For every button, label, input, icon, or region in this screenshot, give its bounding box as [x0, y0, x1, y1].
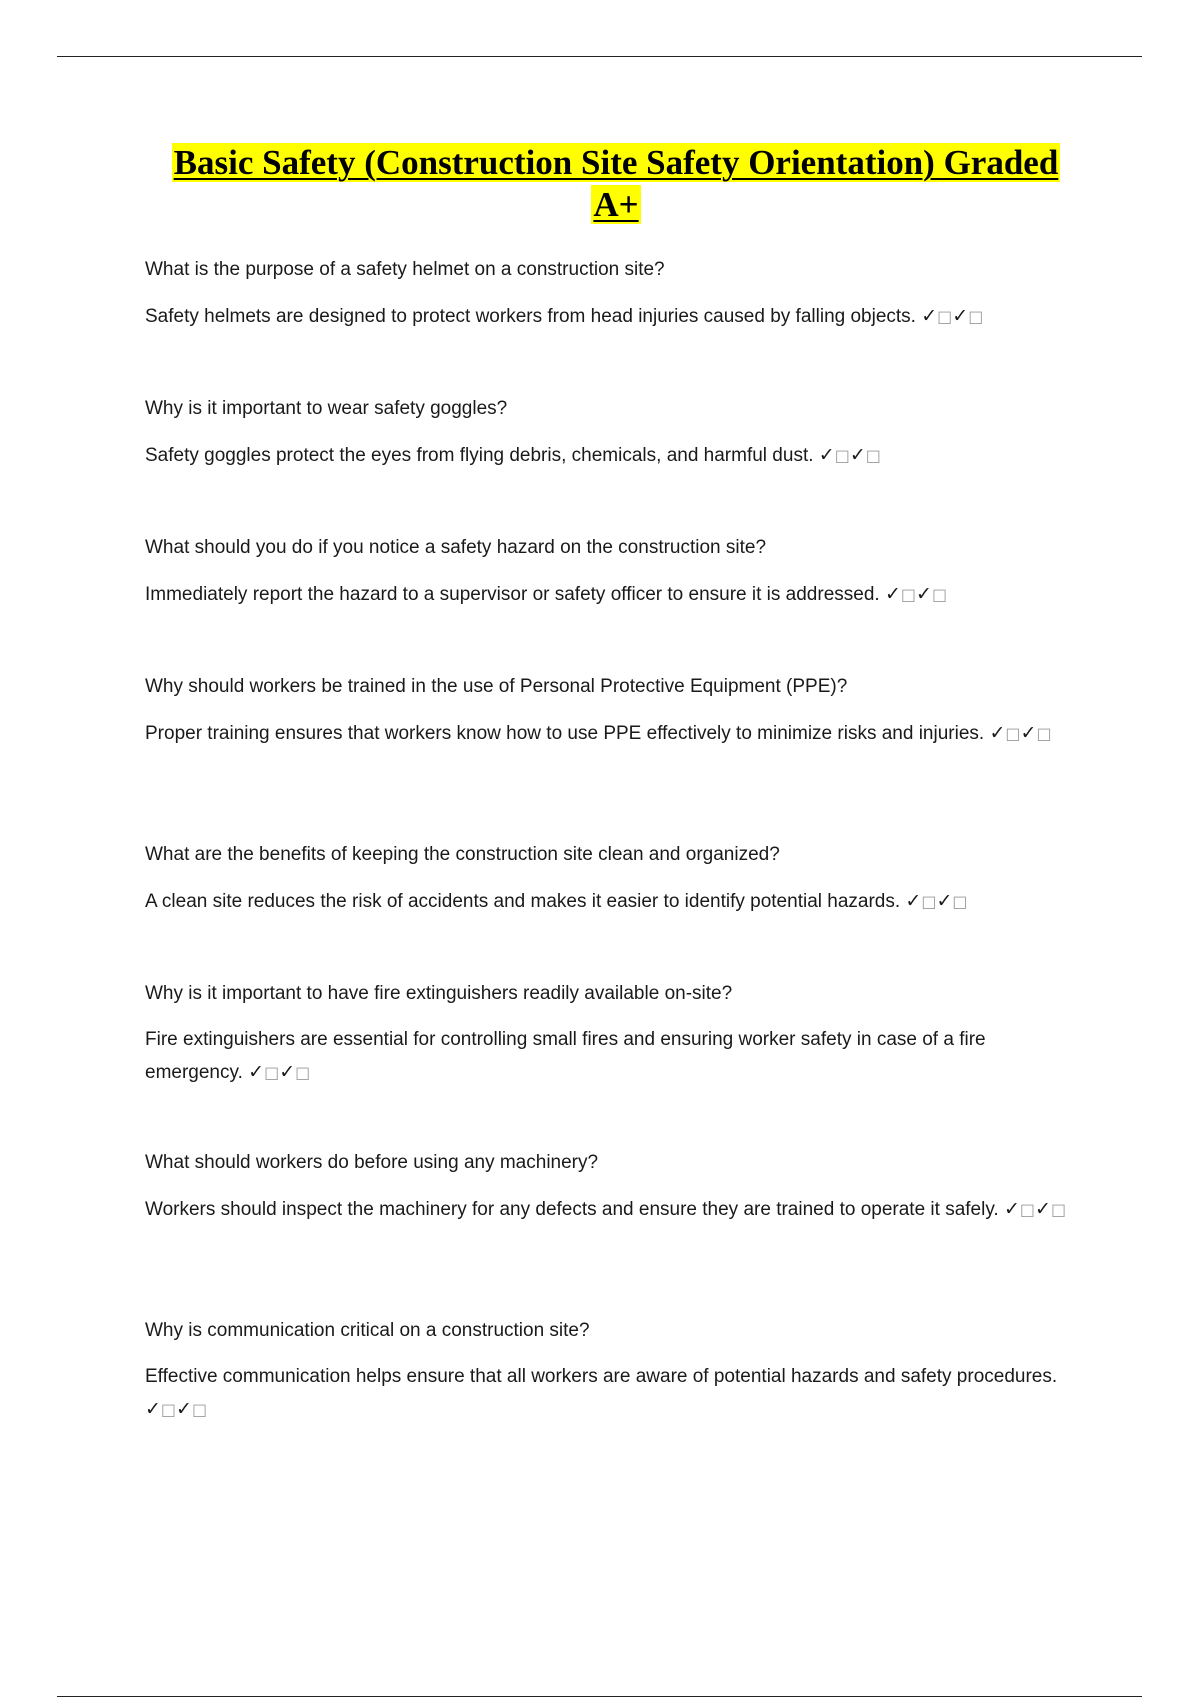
box-icon: □ — [968, 307, 984, 326]
question-text: Why is it important to wear safety goggles? — [145, 398, 508, 419]
check-marks — [989, 723, 1051, 744]
answer-text: A clean site reduces the risk of accidents and makes it easier to identify potential hazards. — [145, 891, 901, 912]
answer-text: Fire extinguishers are essential for controlling small fires and ensuring worker safety in case of a fire emergency. — [145, 1029, 986, 1083]
box-icon: □ — [1019, 1200, 1036, 1219]
answer-text: Safety goggles protect the eyes from flying debris, chemicals, and harmful dust. — [145, 445, 814, 466]
answer-paragraph — [145, 1024, 1080, 1089]
check-icon: ✓ — [936, 890, 953, 912]
answer-text: Effective communication helps ensure that all workers are aware of potential hazards and safety procedures. — [145, 1366, 1058, 1387]
qa-item-7 — [145, 1147, 1080, 1226]
check-icon: ✓ — [884, 583, 901, 605]
box-icon: □ — [900, 585, 917, 604]
check-icon: ✓ — [248, 1061, 265, 1083]
question-text: Why is communication critical on a construction site? — [145, 1320, 590, 1341]
box-icon: □ — [1036, 724, 1052, 743]
qa-item-1 — [145, 254, 1080, 333]
box-icon: □ — [1050, 1200, 1067, 1219]
check-marks — [885, 584, 947, 605]
qa-item-6 — [145, 978, 1080, 1089]
answer-paragraph — [145, 300, 1080, 333]
check-icon: ✓ — [849, 444, 866, 466]
answer-paragraph — [145, 1361, 1080, 1426]
question-text: Why is it important to have fire extinguishers readily available on-site? — [145, 983, 733, 1004]
check-marks — [248, 1062, 310, 1083]
qa-item-5 — [145, 839, 1080, 918]
box-icon: □ — [865, 446, 881, 465]
box-icon: □ — [931, 585, 948, 604]
box-icon: □ — [1005, 724, 1021, 743]
answer-text: Safety helmets are designed to protect workers from head injuries caused by falling objects. — [145, 306, 916, 327]
check-icon: ✓ — [279, 1061, 296, 1083]
title-line-2: A+ — [593, 185, 639, 224]
qa-item-8 — [145, 1315, 1080, 1426]
check-icon: ✓ — [1020, 722, 1037, 744]
box-icon: □ — [264, 1063, 280, 1082]
question-text: What should workers do before using any machinery? — [145, 1152, 599, 1173]
box-icon: □ — [295, 1063, 311, 1082]
box-icon: □ — [834, 446, 850, 465]
check-marks — [819, 445, 881, 466]
answer-paragraph — [145, 717, 1080, 750]
check-icon: ✓ — [921, 305, 938, 327]
check-icon: ✓ — [176, 1398, 192, 1420]
question-text: What should you do if you notice a safety hazard on the construction site? — [145, 537, 767, 558]
box-icon: □ — [191, 1400, 208, 1419]
question-text: What is the purpose of a safety helmet on a construction site? — [145, 259, 665, 280]
check-marks — [905, 891, 967, 912]
box-icon: □ — [952, 892, 968, 911]
check-icon: ✓ — [145, 1398, 161, 1420]
check-icon: ✓ — [916, 583, 932, 605]
check-marks — [1004, 1199, 1066, 1220]
answer-paragraph — [145, 1193, 1080, 1226]
box-icon: □ — [921, 892, 937, 911]
qa-item-2 — [145, 393, 1080, 472]
question-text: What are the benefits of keeping the construction site clean and organized? — [145, 844, 780, 865]
answer-paragraph — [145, 578, 1080, 611]
document-title — [120, 142, 1112, 226]
box-icon: □ — [937, 307, 953, 326]
bottom-rule — [57, 1696, 1142, 1697]
answer-paragraph — [145, 885, 1080, 918]
question-text: Why should workers be trained in the use of Personal Protective Equipment (PPE)? — [145, 676, 848, 697]
title-line-1: Basic Safety (Construction Site Safety Orientation) Graded — [173, 143, 1059, 182]
check-icon: ✓ — [989, 722, 1006, 744]
check-icon: ✓ — [1003, 1198, 1020, 1220]
box-icon: □ — [160, 1400, 177, 1419]
answer-text: Proper training ensures that workers know how to use PPE effectively to minimize risks and injuries. — [145, 723, 985, 744]
answer-text: Workers should inspect the machinery for any defects and ensure they are trained to operate it safely. — [145, 1199, 999, 1220]
check-icon: ✓ — [952, 305, 969, 327]
qa-item-3 — [145, 532, 1080, 611]
answer-paragraph — [145, 439, 1080, 472]
check-icon: ✓ — [1035, 1198, 1051, 1220]
check-marks — [921, 306, 983, 327]
qa-item-4 — [145, 671, 1080, 750]
check-marks — [145, 1399, 207, 1420]
top-rule — [57, 56, 1142, 57]
answer-text: Immediately report the hazard to a supervisor or safety officer to ensure it is addressed. — [145, 584, 880, 605]
check-icon: ✓ — [905, 890, 922, 912]
check-icon: ✓ — [818, 444, 835, 466]
